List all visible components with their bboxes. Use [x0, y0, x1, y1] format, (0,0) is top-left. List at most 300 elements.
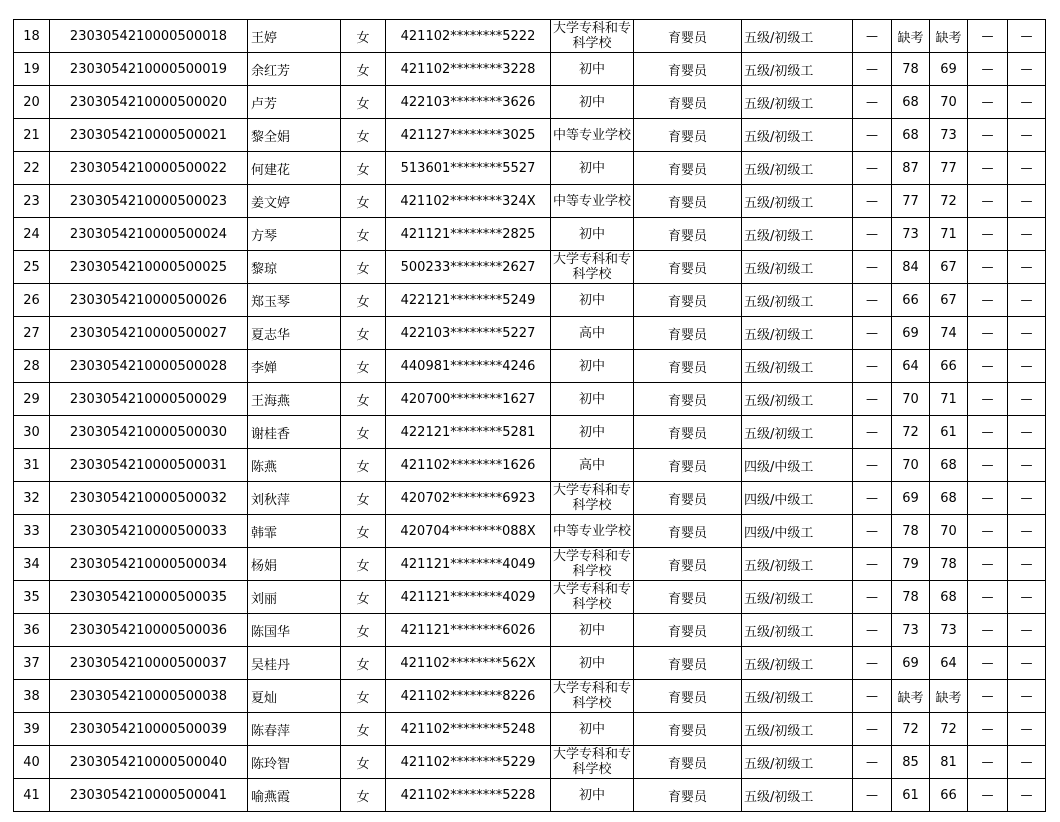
gender-cell: 女 — [341, 449, 386, 482]
skill-score-cell: 70 — [930, 515, 968, 548]
row-number-cell: 36 — [14, 614, 50, 647]
placeholder-cell: — — [853, 482, 892, 515]
level-cell: 四级/中级工 — [742, 449, 853, 482]
level-cell: 四级/中级工 — [742, 515, 853, 548]
level-cell: 五级/初级工 — [742, 53, 853, 86]
table-row — [14, 251, 1046, 284]
level-cell: 五级/初级工 — [742, 383, 853, 416]
placeholder-cell: — — [1008, 383, 1046, 416]
theory-score-cell: 78 — [892, 581, 930, 614]
row-number-cell: 26 — [14, 284, 50, 317]
name-cell: 陈燕 — [248, 449, 341, 482]
gender-cell: 女 — [341, 482, 386, 515]
name-cell: 郑玉琴 — [248, 284, 341, 317]
candidate-results-table — [13, 19, 1046, 812]
education-cell: 大学专科和专科学校 — [551, 482, 634, 515]
name-cell: 余红芳 — [248, 53, 341, 86]
theory-score-cell: 78 — [892, 515, 930, 548]
row-number-cell: 24 — [14, 218, 50, 251]
id-card-cell: 513601********5527 — [386, 152, 551, 185]
occupation-cell: 育婴员 — [634, 383, 742, 416]
name-cell: 李婵 — [248, 350, 341, 383]
theory-score-cell: 缺考 — [892, 20, 930, 53]
table-row — [14, 284, 1046, 317]
name-cell: 陈春萍 — [248, 713, 341, 746]
placeholder-cell: — — [1008, 713, 1046, 746]
placeholder-cell: — — [968, 53, 1008, 86]
placeholder-cell: — — [1008, 581, 1046, 614]
occupation-cell: 育婴员 — [634, 119, 742, 152]
placeholder-cell: — — [853, 218, 892, 251]
table-row — [14, 53, 1046, 86]
occupation-cell: 育婴员 — [634, 251, 742, 284]
row-number-cell: 32 — [14, 482, 50, 515]
placeholder-cell: — — [1008, 746, 1046, 779]
level-cell: 五级/初级工 — [742, 614, 853, 647]
placeholder-cell: — — [1008, 218, 1046, 251]
table-row — [14, 416, 1046, 449]
placeholder-cell: — — [853, 383, 892, 416]
row-number-cell: 34 — [14, 548, 50, 581]
row-number-cell: 33 — [14, 515, 50, 548]
occupation-cell: 育婴员 — [634, 548, 742, 581]
placeholder-cell: — — [1008, 119, 1046, 152]
placeholder-cell: — — [853, 713, 892, 746]
level-cell: 五级/初级工 — [742, 416, 853, 449]
level-cell: 五级/初级工 — [742, 581, 853, 614]
placeholder-cell: — — [853, 548, 892, 581]
id-card-cell: 420704********088X — [386, 515, 551, 548]
exam-id-cell: 2303054210000500031 — [50, 449, 248, 482]
occupation-cell: 育婴员 — [634, 779, 742, 812]
skill-score-cell: 71 — [930, 218, 968, 251]
education-cell: 高中 — [551, 317, 634, 350]
placeholder-cell: — — [1008, 647, 1046, 680]
level-cell: 五级/初级工 — [742, 317, 853, 350]
id-card-cell: 421102********1626 — [386, 449, 551, 482]
placeholder-cell: — — [968, 119, 1008, 152]
id-card-cell: 420702********6923 — [386, 482, 551, 515]
row-number-cell: 37 — [14, 647, 50, 680]
theory-score-cell: 66 — [892, 284, 930, 317]
exam-id-cell: 2303054210000500021 — [50, 119, 248, 152]
occupation-cell: 育婴员 — [634, 746, 742, 779]
table-row — [14, 680, 1046, 713]
id-card-cell: 421121********4049 — [386, 548, 551, 581]
level-cell: 五级/初级工 — [742, 86, 853, 119]
placeholder-cell: — — [853, 779, 892, 812]
placeholder-cell: — — [853, 86, 892, 119]
exam-id-cell: 2303054210000500022 — [50, 152, 248, 185]
skill-score-cell: 73 — [930, 119, 968, 152]
placeholder-cell: — — [968, 482, 1008, 515]
theory-score-cell: 69 — [892, 317, 930, 350]
placeholder-cell: — — [968, 746, 1008, 779]
name-cell: 方琴 — [248, 218, 341, 251]
placeholder-cell: — — [1008, 152, 1046, 185]
theory-score-cell: 85 — [892, 746, 930, 779]
placeholder-cell: — — [1008, 350, 1046, 383]
row-number-cell: 41 — [14, 779, 50, 812]
id-card-cell: 421102********3228 — [386, 53, 551, 86]
gender-cell: 女 — [341, 548, 386, 581]
gender-cell: 女 — [341, 581, 386, 614]
id-card-cell: 421102********562X — [386, 647, 551, 680]
level-cell: 五级/初级工 — [742, 284, 853, 317]
placeholder-cell: — — [853, 251, 892, 284]
level-cell: 五级/初级工 — [742, 680, 853, 713]
placeholder-cell: — — [853, 152, 892, 185]
table-row — [14, 581, 1046, 614]
gender-cell: 女 — [341, 350, 386, 383]
placeholder-cell: — — [853, 185, 892, 218]
skill-score-cell: 77 — [930, 152, 968, 185]
education-cell: 大学专科和专科学校 — [551, 581, 634, 614]
level-cell: 四级/中级工 — [742, 482, 853, 515]
name-cell: 谢桂香 — [248, 416, 341, 449]
id-card-cell: 440981********4246 — [386, 350, 551, 383]
occupation-cell: 育婴员 — [634, 218, 742, 251]
exam-id-cell: 2303054210000500033 — [50, 515, 248, 548]
placeholder-cell: — — [853, 317, 892, 350]
skill-score-cell: 缺考 — [930, 680, 968, 713]
table-row — [14, 86, 1046, 119]
skill-score-cell: 61 — [930, 416, 968, 449]
occupation-cell: 育婴员 — [634, 515, 742, 548]
placeholder-cell: — — [853, 449, 892, 482]
row-number-cell: 19 — [14, 53, 50, 86]
name-cell: 吴桂丹 — [248, 647, 341, 680]
placeholder-cell: — — [853, 680, 892, 713]
occupation-cell: 育婴员 — [634, 614, 742, 647]
placeholder-cell: — — [968, 20, 1008, 53]
id-card-cell: 500233********2627 — [386, 251, 551, 284]
id-card-cell: 421121********4029 — [386, 581, 551, 614]
occupation-cell: 育婴员 — [634, 449, 742, 482]
table-row — [14, 482, 1046, 515]
gender-cell: 女 — [341, 119, 386, 152]
education-cell: 初中 — [551, 713, 634, 746]
placeholder-cell: — — [1008, 317, 1046, 350]
occupation-cell: 育婴员 — [634, 680, 742, 713]
id-card-cell: 422121********5281 — [386, 416, 551, 449]
exam-id-cell: 2303054210000500018 — [50, 20, 248, 53]
placeholder-cell: — — [853, 746, 892, 779]
row-number-cell: 30 — [14, 416, 50, 449]
placeholder-cell: — — [1008, 680, 1046, 713]
skill-score-cell: 66 — [930, 779, 968, 812]
placeholder-cell: — — [968, 317, 1008, 350]
id-card-cell: 421102********5248 — [386, 713, 551, 746]
table-row — [14, 152, 1046, 185]
id-card-cell: 421121********6026 — [386, 614, 551, 647]
occupation-cell: 育婴员 — [634, 86, 742, 119]
placeholder-cell: — — [853, 284, 892, 317]
row-number-cell: 39 — [14, 713, 50, 746]
gender-cell: 女 — [341, 779, 386, 812]
id-card-cell: 421102********5222 — [386, 20, 551, 53]
row-number-cell: 18 — [14, 20, 50, 53]
theory-score-cell: 73 — [892, 614, 930, 647]
name-cell: 夏灿 — [248, 680, 341, 713]
theory-score-cell: 68 — [892, 119, 930, 152]
id-card-cell: 422121********5249 — [386, 284, 551, 317]
name-cell: 王海燕 — [248, 383, 341, 416]
placeholder-cell: — — [1008, 482, 1046, 515]
row-number-cell: 40 — [14, 746, 50, 779]
skill-score-cell: 68 — [930, 449, 968, 482]
placeholder-cell: — — [968, 185, 1008, 218]
level-cell: 五级/初级工 — [742, 746, 853, 779]
table-row — [14, 119, 1046, 152]
name-cell: 陈玲智 — [248, 746, 341, 779]
theory-score-cell: 72 — [892, 713, 930, 746]
gender-cell: 女 — [341, 614, 386, 647]
row-number-cell: 21 — [14, 119, 50, 152]
skill-score-cell: 64 — [930, 647, 968, 680]
level-cell: 五级/初级工 — [742, 251, 853, 284]
exam-id-cell: 2303054210000500040 — [50, 746, 248, 779]
table-row — [14, 548, 1046, 581]
id-card-cell: 421127********3025 — [386, 119, 551, 152]
placeholder-cell: — — [853, 53, 892, 86]
placeholder-cell: — — [968, 350, 1008, 383]
id-card-cell: 421121********2825 — [386, 218, 551, 251]
level-cell: 五级/初级工 — [742, 119, 853, 152]
level-cell: 五级/初级工 — [742, 548, 853, 581]
name-cell: 黎琼 — [248, 251, 341, 284]
placeholder-cell: — — [968, 515, 1008, 548]
gender-cell: 女 — [341, 185, 386, 218]
name-cell: 姜文婷 — [248, 185, 341, 218]
placeholder-cell: — — [1008, 548, 1046, 581]
exam-id-cell: 2303054210000500019 — [50, 53, 248, 86]
placeholder-cell: — — [1008, 53, 1046, 86]
theory-score-cell: 70 — [892, 383, 930, 416]
placeholder-cell: — — [853, 20, 892, 53]
placeholder-cell: — — [853, 647, 892, 680]
placeholder-cell: — — [853, 614, 892, 647]
name-cell: 陈国华 — [248, 614, 341, 647]
gender-cell: 女 — [341, 647, 386, 680]
occupation-cell: 育婴员 — [634, 185, 742, 218]
exam-id-cell: 2303054210000500025 — [50, 251, 248, 284]
row-number-cell: 27 — [14, 317, 50, 350]
name-cell: 刘秋萍 — [248, 482, 341, 515]
level-cell: 五级/初级工 — [742, 350, 853, 383]
education-cell: 中等专业学校 — [551, 515, 634, 548]
table-row — [14, 20, 1046, 53]
occupation-cell: 育婴员 — [634, 317, 742, 350]
id-card-cell: 422103********3626 — [386, 86, 551, 119]
skill-score-cell: 68 — [930, 581, 968, 614]
name-cell: 黎全娟 — [248, 119, 341, 152]
placeholder-cell: — — [1008, 614, 1046, 647]
placeholder-cell: — — [968, 251, 1008, 284]
name-cell: 何建花 — [248, 152, 341, 185]
education-cell: 初中 — [551, 647, 634, 680]
placeholder-cell: — — [1008, 20, 1046, 53]
theory-score-cell: 72 — [892, 416, 930, 449]
skill-score-cell: 81 — [930, 746, 968, 779]
id-card-cell: 420700********1627 — [386, 383, 551, 416]
placeholder-cell: — — [968, 218, 1008, 251]
exam-id-cell: 2303054210000500036 — [50, 614, 248, 647]
placeholder-cell: — — [968, 779, 1008, 812]
placeholder-cell: — — [1008, 779, 1046, 812]
theory-score-cell: 79 — [892, 548, 930, 581]
gender-cell: 女 — [341, 53, 386, 86]
table-row — [14, 713, 1046, 746]
table-row — [14, 746, 1046, 779]
gender-cell: 女 — [341, 218, 386, 251]
education-cell: 初中 — [551, 779, 634, 812]
placeholder-cell: — — [1008, 284, 1046, 317]
level-cell: 五级/初级工 — [742, 152, 853, 185]
gender-cell: 女 — [341, 713, 386, 746]
exam-id-cell: 2303054210000500039 — [50, 713, 248, 746]
name-cell: 王婷 — [248, 20, 341, 53]
placeholder-cell: — — [968, 548, 1008, 581]
row-number-cell: 25 — [14, 251, 50, 284]
placeholder-cell: — — [968, 647, 1008, 680]
row-number-cell: 23 — [14, 185, 50, 218]
occupation-cell: 育婴员 — [634, 713, 742, 746]
placeholder-cell: — — [968, 614, 1008, 647]
theory-score-cell: 64 — [892, 350, 930, 383]
gender-cell: 女 — [341, 152, 386, 185]
placeholder-cell: — — [1008, 185, 1046, 218]
id-card-cell: 421102********324X — [386, 185, 551, 218]
name-cell: 喻燕霞 — [248, 779, 341, 812]
education-cell: 大学专科和专科学校 — [551, 20, 634, 53]
exam-id-cell: 2303054210000500041 — [50, 779, 248, 812]
occupation-cell: 育婴员 — [634, 152, 742, 185]
table-row — [14, 350, 1046, 383]
table-row — [14, 515, 1046, 548]
education-cell: 初中 — [551, 86, 634, 119]
placeholder-cell: — — [1008, 449, 1046, 482]
occupation-cell: 育婴员 — [634, 53, 742, 86]
theory-score-cell: 61 — [892, 779, 930, 812]
placeholder-cell: — — [1008, 251, 1046, 284]
level-cell: 五级/初级工 — [742, 185, 853, 218]
table-row — [14, 383, 1046, 416]
placeholder-cell: — — [968, 383, 1008, 416]
exam-id-cell: 2303054210000500034 — [50, 548, 248, 581]
placeholder-cell: — — [1008, 515, 1046, 548]
id-card-cell: 421102********5228 — [386, 779, 551, 812]
skill-score-cell: 71 — [930, 383, 968, 416]
skill-score-cell: 72 — [930, 185, 968, 218]
exam-id-cell: 2303054210000500027 — [50, 317, 248, 350]
table-row — [14, 614, 1046, 647]
skill-score-cell: 73 — [930, 614, 968, 647]
name-cell: 杨娟 — [248, 548, 341, 581]
table-row — [14, 647, 1046, 680]
occupation-cell: 育婴员 — [634, 581, 742, 614]
row-number-cell: 35 — [14, 581, 50, 614]
name-cell: 卢芳 — [248, 86, 341, 119]
gender-cell: 女 — [341, 515, 386, 548]
education-cell: 初中 — [551, 614, 634, 647]
education-cell: 中等专业学校 — [551, 185, 634, 218]
table-row — [14, 185, 1046, 218]
theory-score-cell: 69 — [892, 482, 930, 515]
table-body — [14, 20, 1046, 812]
placeholder-cell: — — [968, 581, 1008, 614]
education-cell: 初中 — [551, 53, 634, 86]
id-card-cell: 421102********8226 — [386, 680, 551, 713]
level-cell: 五级/初级工 — [742, 779, 853, 812]
exam-id-cell: 2303054210000500032 — [50, 482, 248, 515]
theory-score-cell: 77 — [892, 185, 930, 218]
exam-id-cell: 2303054210000500035 — [50, 581, 248, 614]
exam-id-cell: 2303054210000500023 — [50, 185, 248, 218]
name-cell: 刘丽 — [248, 581, 341, 614]
placeholder-cell: — — [853, 581, 892, 614]
skill-score-cell: 74 — [930, 317, 968, 350]
skill-score-cell: 78 — [930, 548, 968, 581]
theory-score-cell: 缺考 — [892, 680, 930, 713]
row-number-cell: 29 — [14, 383, 50, 416]
placeholder-cell: — — [853, 350, 892, 383]
table-row — [14, 218, 1046, 251]
row-number-cell: 31 — [14, 449, 50, 482]
occupation-cell: 育婴员 — [634, 482, 742, 515]
education-cell: 初中 — [551, 152, 634, 185]
placeholder-cell: — — [1008, 416, 1046, 449]
level-cell: 五级/初级工 — [742, 218, 853, 251]
education-cell: 初中 — [551, 284, 634, 317]
theory-score-cell: 84 — [892, 251, 930, 284]
exam-id-cell: 2303054210000500026 — [50, 284, 248, 317]
skill-score-cell: 68 — [930, 482, 968, 515]
gender-cell: 女 — [341, 86, 386, 119]
placeholder-cell: — — [968, 86, 1008, 119]
education-cell: 大学专科和专科学校 — [551, 746, 634, 779]
placeholder-cell: — — [968, 680, 1008, 713]
id-card-cell: 422103********5227 — [386, 317, 551, 350]
placeholder-cell: — — [968, 284, 1008, 317]
theory-score-cell: 68 — [892, 86, 930, 119]
occupation-cell: 育婴员 — [634, 350, 742, 383]
name-cell: 韩霏 — [248, 515, 341, 548]
skill-score-cell: 67 — [930, 251, 968, 284]
table-row — [14, 779, 1046, 812]
placeholder-cell: — — [1008, 86, 1046, 119]
skill-score-cell: 72 — [930, 713, 968, 746]
row-number-cell: 22 — [14, 152, 50, 185]
education-cell: 大学专科和专科学校 — [551, 548, 634, 581]
education-cell: 初中 — [551, 218, 634, 251]
gender-cell: 女 — [341, 746, 386, 779]
row-number-cell: 28 — [14, 350, 50, 383]
placeholder-cell: — — [853, 515, 892, 548]
gender-cell: 女 — [341, 680, 386, 713]
theory-score-cell: 69 — [892, 647, 930, 680]
placeholder-cell: — — [853, 119, 892, 152]
gender-cell: 女 — [341, 284, 386, 317]
gender-cell: 女 — [341, 20, 386, 53]
row-number-cell: 20 — [14, 86, 50, 119]
exam-id-cell: 2303054210000500020 — [50, 86, 248, 119]
exam-id-cell: 2303054210000500038 — [50, 680, 248, 713]
placeholder-cell: — — [968, 152, 1008, 185]
skill-score-cell: 缺考 — [930, 20, 968, 53]
theory-score-cell: 87 — [892, 152, 930, 185]
gender-cell: 女 — [341, 317, 386, 350]
